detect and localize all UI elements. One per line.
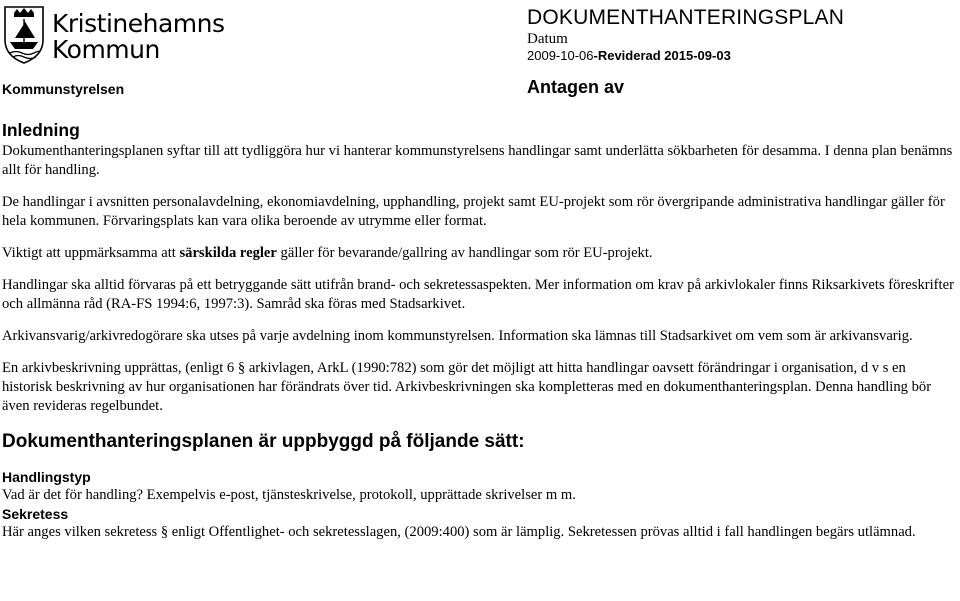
- intro-paragraph-3: [2, 244, 957, 263]
- intro-paragraph-1: Dokumenthanteringsplanen syftar till att tydliggöra hur vi hanterar kommunstyrelsens handlingar samt underlätta sökbarheten för desamma. I denna plan benämns allt för handling.: [2, 143, 953, 178]
- p3-text-start: Viktigt att uppmärksamma att: [2, 245, 180, 261]
- section-heading-structure: Dokumenthanteringsplanen är uppbyggd på följande sätt:: [2, 431, 525, 452]
- organization-name: Kommunstyrelsen: [2, 81, 125, 97]
- approved-by-label: Antagen av: [527, 77, 625, 97]
- document-title: DOKUMENTHANTERINGSPLAN: [527, 6, 845, 29]
- municipality-logo: [2, 4, 225, 66]
- subheading-document-type: Handlingstyp: [2, 469, 91, 485]
- date-value: [527, 48, 731, 63]
- intro-paragraph-5: Arkivansvarig/arkivredogörare ska utses på varje avdelning inom kommunstyrelsen. Information ska lämnas till Stadsarkivet om vem som är arkivansvarig.: [2, 328, 913, 344]
- revised-date: -Reviderad 2015-09-03: [593, 48, 731, 63]
- date-label: Datum: [527, 31, 568, 47]
- original-date: 2009-10-06: [527, 48, 594, 63]
- logo-text-line1: Kristinehamns: [52, 9, 225, 38]
- logo-text-line2: Kommun: [52, 35, 160, 64]
- p3-text-end: gäller för bevarande/gallring av handlingar som rör EU-projekt.: [276, 245, 653, 261]
- special-rules-emphasis: särskilda regler: [179, 245, 277, 261]
- intro-paragraph-6: En arkivbeskrivning upprättas, (enligt 6 § arkivlagen, ArkL (1990:782) som gör det möjligt att hitta handlingar oavsett förändringar i organisation, d v s en historisk beskrivning av hur organisationen har förändrats över tid. Arkivbeskrivningen ska kompletteras med en dokumenthanteringsplan. Denna handling bör även revideras regelbundet.: [2, 360, 932, 414]
- intro-paragraph-2: De handlingar i avsnitten personalavdelning, ekonomiavdelning, upphandling, projekt samt EU-projekt som rör övergripande administrativa handlingar gäller för hela kommunen. Förvaringsplats kan vara olika beroende av utrymme eller format.: [2, 194, 945, 229]
- secrecy-text: Här anges vilken sekretess § enligt Offentlighet- och sekretesslagen, (2009:400) som är lämplig. Sekretessen prövas alltid i fall handlingen begärs utlämnad.: [2, 524, 916, 540]
- document-type-text: Vad är det för handling? Exempelvis e-post, tjänsteskrivelse, protokoll, upprättade skrivelser m m.: [2, 487, 576, 503]
- intro-paragraph-4: Handlingar ska alltid förvaras på ett betryggande sätt utifrån brand- och sekretessaspekten. Mer information om krav på arkivlokaler finns Riksarkivets föreskrifter och allmänna råd (RA-FS 1994:6, 1997:3). Samråd ska föras med Stadsarkivet.: [2, 277, 954, 312]
- document-body: [2, 119, 957, 542]
- subheading-secrecy: Sekretess: [2, 506, 69, 522]
- crest-icon: [2, 4, 46, 64]
- section-heading-intro: Inledning: [2, 120, 80, 140]
